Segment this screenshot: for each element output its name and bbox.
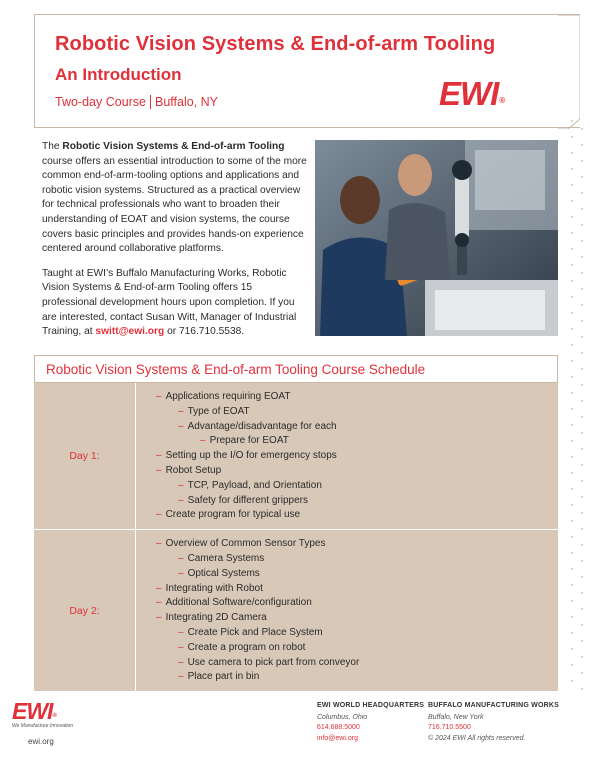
topic-text: TCP, Payload, and Orientation xyxy=(187,479,322,491)
topic-text: Integrating with Robot xyxy=(165,582,263,594)
schedule-table xyxy=(34,383,558,692)
topic-text: Place part in bin xyxy=(187,671,260,683)
dash-bullet: – xyxy=(178,494,184,506)
schedule-row xyxy=(34,530,558,692)
buffalo-phone: 716.710.5500 xyxy=(428,724,471,731)
intro-section xyxy=(42,140,308,350)
contact-email-link[interactable]: switt@ewi.org xyxy=(95,326,165,338)
page-subtitle: An Introduction xyxy=(55,65,182,84)
buffalo-city: Buffalo, New York xyxy=(428,713,484,721)
ewi-logo xyxy=(439,75,504,113)
topic-text: Integrating 2D Camera xyxy=(165,612,267,624)
topic-item xyxy=(156,611,558,626)
topic-text: Safety for different grippers xyxy=(187,494,308,506)
registered-mark: ® xyxy=(499,96,505,105)
footer-logo-text: EWI xyxy=(12,698,53,724)
page-title: Robotic Vision Systems & End-of-arm Tooling xyxy=(55,33,496,55)
schedule-row xyxy=(34,383,558,530)
ewi-logo-text: EWI xyxy=(439,75,499,112)
topic-item xyxy=(156,567,558,582)
topic-item xyxy=(156,390,558,405)
dash-bullet: – xyxy=(200,435,206,447)
topic-item xyxy=(156,479,558,494)
course-photo xyxy=(315,140,558,336)
topic-text: Prepare for EOAT xyxy=(209,435,289,447)
topic-item xyxy=(156,582,558,597)
intro-paragraph-2 xyxy=(42,267,308,340)
dash-bullet: – xyxy=(178,552,184,564)
topic-text: Create a program on robot xyxy=(187,641,306,653)
dash-bullet: – xyxy=(156,538,162,550)
copyright: © 2024 EWI All rights reserved. xyxy=(428,734,526,742)
topic-list xyxy=(136,383,558,529)
topic-item xyxy=(156,494,558,509)
dash-bullet: – xyxy=(156,597,162,609)
buffalo-heading: BUFFALO MANUFACTURING WORKS xyxy=(428,702,560,709)
topic-item xyxy=(156,449,558,464)
footer-ewi-logo xyxy=(12,698,56,725)
topic-item xyxy=(156,420,558,435)
footer-registered-mark: ® xyxy=(52,713,56,719)
topic-text: Create program for typical use xyxy=(165,509,301,521)
dash-bullet: – xyxy=(156,391,162,402)
topic-item xyxy=(156,508,558,523)
course-type: Two-day Course xyxy=(55,95,147,109)
topic-text: Type of EOAT xyxy=(187,405,250,417)
topic-text: Overview of Common Sensor Types xyxy=(165,538,326,550)
dash-bullet: – xyxy=(178,567,184,579)
topic-text: Camera Systems xyxy=(187,552,265,564)
schedule-header xyxy=(34,355,558,383)
dash-bullet: – xyxy=(178,479,184,491)
course-name-bold: Robotic Vision Systems & End-of-arm Tooling xyxy=(62,141,285,152)
topic-text: Robot Setup xyxy=(165,464,222,476)
topic-text: Setting up the I/O for emergency stops xyxy=(165,450,337,462)
intro-p2-text: Taught at EWI’s Buffalo Manufacturing Works, Robotic Vision Systems & End-of-arm Tooling offers 15 professional development hours upon completion. If you are interested, contact Susan Witt, Manager of Industrial Training, at xyxy=(42,267,297,338)
topic-text: Additional Software/configuration xyxy=(165,597,312,609)
header-card xyxy=(34,14,580,128)
schedule-title: Robotic Vision Systems & End-of-arm Tooling Course Schedule xyxy=(46,362,426,377)
dash-bullet: – xyxy=(156,450,162,462)
topic-item xyxy=(156,464,558,479)
dash-bullet: – xyxy=(178,671,184,683)
topic-item xyxy=(156,596,558,611)
hq-contact xyxy=(317,701,424,744)
dash-bullet: – xyxy=(178,641,184,653)
topic-item xyxy=(156,552,558,567)
dot-pattern-decoration xyxy=(571,120,585,680)
dash-bullet: – xyxy=(156,464,162,476)
intro-paragraph-1 xyxy=(42,140,308,257)
buffalo-contact xyxy=(428,701,559,744)
topic-item xyxy=(156,405,558,420)
dash-bullet: – xyxy=(178,405,184,417)
day-label: Day 1: xyxy=(34,383,136,529)
course-location: Buffalo, NY xyxy=(155,95,219,109)
topic-item xyxy=(156,537,558,552)
topic-text: Optical Systems xyxy=(187,567,260,579)
hq-heading: EWI WORLD HEADQUARTERS xyxy=(317,702,425,709)
dash-bullet: – xyxy=(178,420,184,432)
topic-item xyxy=(156,626,558,641)
header-corner-decoration xyxy=(558,15,580,129)
dash-bullet: – xyxy=(178,656,184,668)
intro-p1-lead: The xyxy=(42,141,63,152)
topic-item xyxy=(156,641,558,656)
intro-p2-tail: or 716.710.5538. xyxy=(164,326,245,338)
divider xyxy=(150,95,151,109)
dash-bullet: – xyxy=(156,509,162,521)
photo-illustration xyxy=(315,140,558,336)
topic-text: Advantage/disadvantage for each xyxy=(187,420,337,432)
topic-text: Use camera to pick part from conveyor xyxy=(187,656,360,668)
topic-text: Applications requiring EOAT xyxy=(165,391,291,402)
hq-phone: 614.688.5000 xyxy=(317,724,360,731)
dash-bullet: – xyxy=(156,582,162,594)
course-info xyxy=(55,95,218,109)
topic-list xyxy=(136,530,558,691)
intro-p1-rest: course offers an essential introduction to some of the more common end-of-arm-tooling options and applications and robotic vision systems. Structured as a practical overview for technical professionals who want to broaden their understanding of EOAT and vision systems, the course covers basic principles and provides hands-on experience centered around collaborative platforms. xyxy=(42,155,307,255)
footer-website-link[interactable]: ewi.org xyxy=(28,737,54,746)
topic-item xyxy=(156,434,558,449)
topic-item xyxy=(156,656,558,671)
hq-city: Columbus, Ohio xyxy=(317,713,368,721)
day-label: Day 2: xyxy=(34,530,136,691)
footer-tagline: We Manufacture Innovation xyxy=(12,723,74,729)
dash-bullet: – xyxy=(178,626,184,638)
topic-item xyxy=(156,670,558,685)
dash-bullet: – xyxy=(156,612,162,624)
hq-email-link[interactable]: info@ewi.org xyxy=(317,734,358,742)
topic-text: Create Pick and Place System xyxy=(187,626,323,638)
